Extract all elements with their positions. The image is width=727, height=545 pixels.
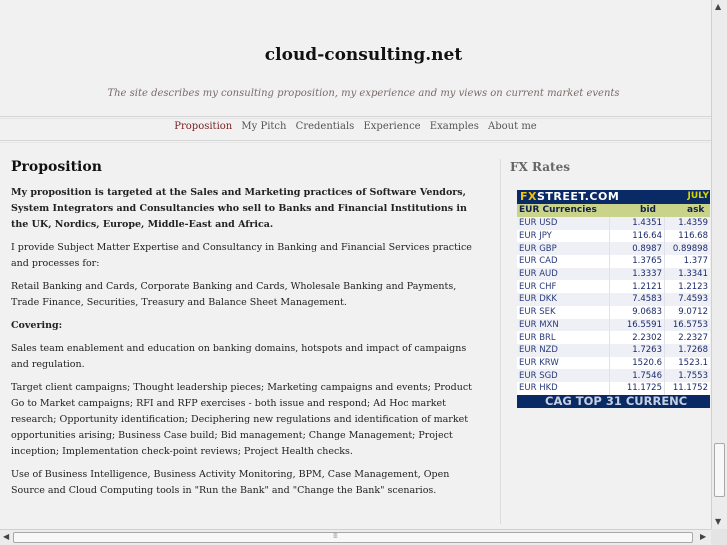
fx-pair-cell: EUR CHF [519, 281, 557, 292]
sales-enablement-paragraph: Sales team enablement and education on banking domains, hotspots and impact of campaigns and regulation. [11, 343, 467, 370]
scroll-right-icon[interactable]: ▶ [700, 532, 707, 541]
nav-item-experience[interactable]: Experience [363, 121, 421, 132]
fx-bid-cell: 0.8987 [610, 242, 665, 255]
nav-divider-top-inner [0, 118, 711, 119]
fx-ask-cell: 1.7268 [665, 344, 711, 357]
fx-bid-cell: 1.3765 [610, 255, 665, 268]
fx-bid-cell: 1.7263 [610, 344, 665, 357]
intro-paragraph: My proposition is targeted at the Sales and Marketing practices of Software Vendors, System Integrators and Consultancies who sell to Banks and Financial Institutions in the UK, Nordics, Europe, Middle-East and Africa. [11, 187, 467, 230]
page-heading: Proposition [11, 159, 102, 175]
nav-item-my-pitch[interactable]: My Pitch [241, 121, 287, 132]
fx-pair-cell: EUR DKK [519, 294, 557, 305]
tools-paragraph: Use of Business Intelligence, Business Activity Monitoring, BPM, Case Management, Open Source and Cloud Computing tools in "Run the Bank" and "Change the Bank" scenarios. [11, 469, 450, 496]
banking-areas-paragraph: Retail Banking and Cards, Corporate Banking and Cards, Wholesale Banking and Payments, Trade Finance, Securities, Treasury and Balance Sheet Management. [11, 281, 457, 308]
fx-pair-cell: EUR JPY [519, 231, 552, 242]
fx-ask-cell: 0.89898 [665, 242, 711, 255]
fx-ask-cell: 9.0712 [665, 306, 711, 319]
fx-rate-row [517, 306, 710, 319]
scroll-grip-icon: ⁞⁞⁞⁞ [333, 532, 337, 540]
fx-pair-cell: EUR AUD [519, 269, 558, 280]
site-tagline: The site describes my consulting proposition, my experience and my views on current market events [107, 88, 620, 99]
fx-widget-columns [517, 204, 710, 217]
fx-ask-cell: 1.3341 [665, 268, 711, 281]
fx-pair-cell: EUR SEK [519, 307, 556, 318]
horizontal-scroll-thumb[interactable] [13, 532, 693, 543]
fx-rate-row [517, 280, 710, 293]
fx-rate-row [517, 357, 710, 370]
fx-rates-widget[interactable] [517, 190, 710, 408]
fx-ask-cell: 7.4593 [665, 293, 711, 306]
nav-divider-top [0, 116, 711, 117]
covering-label: Covering: [11, 320, 63, 331]
fx-ask-cell: 116.68 [665, 230, 711, 243]
fx-bid-cell: 1.3337 [610, 268, 665, 281]
fx-bid-cell: 7.4583 [610, 293, 665, 306]
scrollbar-corner [711, 529, 727, 545]
fx-bid-cell: 2.2302 [610, 331, 665, 344]
fx-pair-cell: EUR SGD [519, 370, 558, 381]
vertical-scrollbar[interactable] [711, 0, 727, 529]
fx-pair-cell: EUR USD [519, 218, 558, 229]
main-nav [0, 121, 711, 132]
fx-rates-table [517, 217, 710, 395]
fx-rate-row [517, 331, 710, 344]
fx-widget-month: JULY [687, 191, 709, 201]
fx-bid-cell: 1520.6 [610, 357, 665, 370]
services-paragraph: Target client campaigns; Thought leadership pieces; Marketing campaigns and events; Product Go to Market campaigns; RFI and RFP exercises - both issue and respond; Ad Hoc market research; Opportunity identification; Deciphering new regulations and identification of market opportunities arising; Business Case build; Bid management; Change Management; Project inception; Implementation check-point reviews; Project Health checks. [11, 382, 472, 457]
fx-bid-cell: 116.64 [610, 230, 665, 243]
fx-rate-row [517, 369, 710, 382]
fx-pair-cell: EUR MXN [519, 319, 559, 330]
fx-bid-cell: 11.1725 [610, 382, 665, 395]
col-ask-header: ask [687, 205, 705, 215]
fx-pair-cell: EUR KRW [519, 357, 559, 368]
fx-ask-cell: 2.2327 [665, 331, 711, 344]
fx-rate-row [517, 230, 710, 243]
fx-ask-cell: 1.4359 [665, 217, 711, 230]
fx-rate-row [517, 268, 710, 281]
fx-rate-row [517, 242, 710, 255]
fx-bid-cell: 1.2121 [610, 280, 665, 293]
fxstreet-logo[interactable]: FXSTREET.COM [520, 190, 620, 203]
scroll-left-icon[interactable]: ◀ [3, 532, 10, 541]
fx-ask-cell: 16.5753 [665, 319, 711, 332]
col-currency-header: EUR Currencies [519, 205, 597, 215]
expertise-paragraph: I provide Subject Matter Expertise and Consultancy in Banking and Financial Services practice and processes for: [11, 242, 472, 269]
scroll-down-icon[interactable]: ▼ [715, 517, 722, 526]
nav-item-proposition[interactable]: Proposition [174, 121, 233, 132]
fx-ask-cell: 1.7553 [665, 369, 711, 382]
col-bid-header: bid [640, 205, 656, 215]
sidebar-title: FX Rates [510, 160, 570, 174]
main-content [11, 159, 478, 506]
fx-ask-cell: 11.1752 [665, 382, 711, 395]
site-title[interactable]: cloud-consulting.net [264, 45, 463, 65]
fx-rate-row [517, 217, 710, 230]
sidebar-divider [500, 159, 501, 524]
vertical-scroll-thumb[interactable] [714, 443, 725, 497]
nav-item-credentials[interactable]: Credentials [295, 121, 355, 132]
fx-pair-cell: EUR HKD [519, 383, 558, 394]
scroll-up-icon[interactable]: ▲ [715, 2, 722, 11]
fx-bid-cell: 1.4351 [610, 217, 665, 230]
fx-widget-header [517, 190, 710, 204]
fx-rate-row [517, 382, 710, 395]
fx-rate-row [517, 293, 710, 306]
fx-pair-cell: EUR NZD [519, 345, 558, 356]
fx-widget-ticker [517, 395, 710, 408]
fx-pair-cell: EUR BRL [519, 332, 556, 343]
fx-ask-cell: 1.2123 [665, 280, 711, 293]
nav-divider-bottom [0, 140, 711, 141]
fx-pair-cell: EUR GBP [519, 243, 557, 254]
fx-bid-cell: 16.5591 [610, 319, 665, 332]
fx-bid-cell: 9.0683 [610, 306, 665, 319]
fx-rate-row [517, 255, 710, 268]
fx-ticker-text: CAG TOP 31 CURRENC [545, 395, 688, 408]
fx-ask-cell: 1.377 [665, 255, 711, 268]
fx-rate-row [517, 344, 710, 357]
horizontal-scrollbar[interactable] [0, 529, 711, 545]
fx-ask-cell: 1523.1 [665, 357, 711, 370]
nav-divider-bottom-inner [0, 142, 711, 143]
nav-item-about-me[interactable]: About me [488, 121, 537, 132]
fx-pair-cell: EUR CAD [519, 256, 558, 267]
nav-item-examples[interactable]: Examples [429, 121, 479, 132]
fx-rate-row [517, 319, 710, 332]
fx-bid-cell: 1.7546 [610, 369, 665, 382]
